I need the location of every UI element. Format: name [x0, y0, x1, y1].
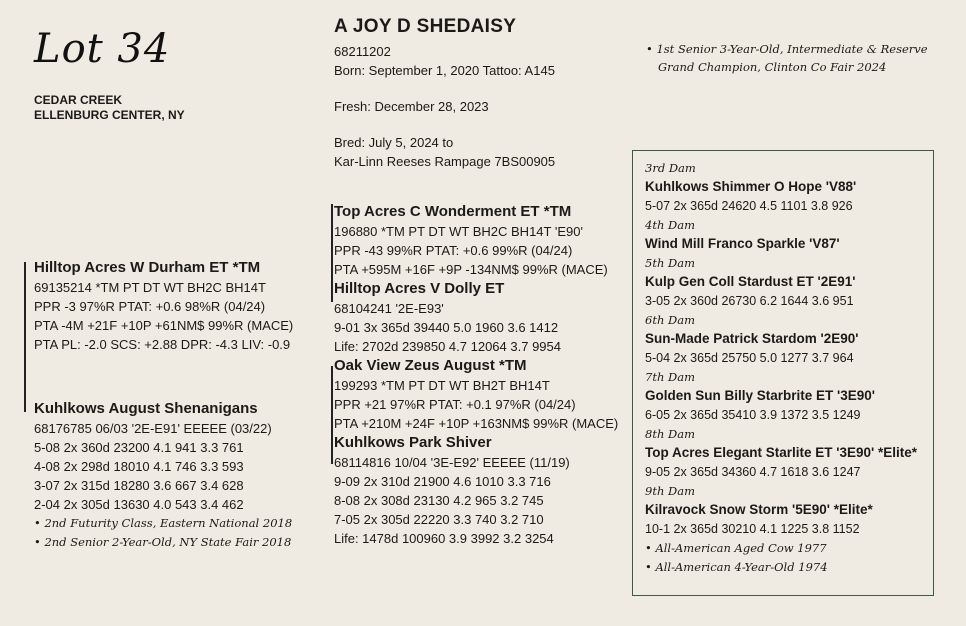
- bred-service-sire: Kar-Linn Reeses Rampage 7BS00905: [334, 154, 556, 169]
- paternal-granddam-name: Hilltop Acres V Dolly ET: [334, 280, 505, 297]
- registration-number: 68211202: [334, 44, 391, 59]
- ancestor-dam-name: Kilravock Snow Storm '5E90' *Elite*: [645, 502, 873, 517]
- cow-family-list: [645, 159, 917, 577]
- animal-honors: [646, 40, 928, 76]
- paternal-grandsire-name: Top Acres C Wonderment ET *TM: [334, 203, 572, 220]
- paternal-grandsire-line: 196880 *TM PT DT WT BH2C BH14T 'E90': [334, 224, 583, 239]
- dam-generation: 4th Dam: [645, 218, 695, 232]
- ancestor-dam-name: Kulp Gen Coll Stardust ET '2E91': [645, 274, 856, 289]
- sire-line: PTA -4M +21F +10P +61NM$ 99%R (MACE): [34, 318, 294, 333]
- dam-generation: 7th Dam: [645, 370, 695, 384]
- paternal-granddam-line: 9-01 3x 365d 39440 5.0 1960 3.6 1412: [334, 320, 559, 335]
- consignor-location: ELLENBURG CENTER, NY: [34, 108, 185, 122]
- ancestor-dam-record: 9-05 2x 365d 34360 4.7 1618 3.6 1247: [645, 465, 861, 479]
- sire-line: PPR -3 97%R PTAT: +0.6 98%R (04/24): [34, 299, 266, 314]
- dam-generation: 8th Dam: [645, 427, 695, 441]
- ancestor-dam-name: Top Acres Elegant Starlite ET '3E90' *Elite*: [645, 445, 918, 460]
- dam-record: 3-07 2x 315d 18280 3.6 667 3.4 628: [34, 478, 244, 493]
- honor-line: Grand Champion, Clinton Co Fair 2024: [658, 60, 887, 74]
- maternal-grandsire-line: PTA +210M +24F +10P +163NM$ 99%R (MACE): [334, 416, 619, 431]
- dam-record: 4-08 2x 298d 18010 4.1 746 3.3 593: [34, 459, 244, 474]
- ancestor-dam-name: Sun-Made Patrick Stardom '2E90': [645, 331, 859, 346]
- grandparents: [334, 202, 618, 548]
- dam-award: • 2nd Senior 2-Year-Old, NY State Fair 2018: [34, 533, 292, 552]
- ancestor-dam-name: Golden Sun Billy Starbrite ET '3E90': [645, 388, 875, 403]
- maternal-granddam-line: Life: 1478d 100960 3.9 3992 3.2 3254: [334, 531, 554, 546]
- ancestor-dam-record: 5-04 2x 365d 25750 5.0 1277 3.7 964: [645, 351, 854, 365]
- maternal-granddam-name: Kuhlkows Park Shiver: [334, 434, 492, 451]
- honor-line: • 1st Senior 3-Year-Old, Intermediate & Reserve: [646, 42, 928, 56]
- maternal-granddam-line: 8-08 2x 308d 23130 4.2 965 3.2 745: [334, 493, 544, 508]
- maternal-grandsire-line: 199293 *TM PT DT WT BH2T BH14T: [334, 378, 550, 393]
- ancestor-dam-record: 10-1 2x 365d 30210 4.1 1225 3.8 1152: [645, 522, 860, 536]
- maternal-grandsire-name: Oak View Zeus August *TM: [334, 357, 527, 374]
- maternal-granddam-line: 9-09 2x 310d 21900 4.6 1010 3.3 716: [334, 474, 551, 489]
- dam-generation: 9th Dam: [645, 484, 695, 498]
- sire-block: [34, 258, 293, 354]
- sire-line: PTA PL: -2.0 SCS: +2.88 DPR: -4.3 LIV: -0.9: [34, 337, 291, 352]
- pedigree-bracket-left: [24, 262, 26, 412]
- dam-generation: 6th Dam: [645, 313, 695, 327]
- ancestor-dam-name: Wind Mill Franco Sparkle 'V87': [645, 236, 840, 251]
- fresh-date: Fresh: December 28, 2023: [334, 99, 489, 114]
- animal-name: A JOY D SHEDAISY: [334, 16, 517, 37]
- sire-name: Hilltop Acres W Durham ET *TM: [34, 259, 261, 276]
- pedigree-bracket-sire: [331, 204, 333, 302]
- animal-info: [334, 42, 555, 171]
- maternal-grandsire-line: PPR +21 97%R PTAT: +0.1 97%R (04/24): [334, 397, 576, 412]
- paternal-granddam-line: Life: 2702d 239850 4.7 12064 3.7 9954: [334, 339, 561, 354]
- maternal-granddam-line: 7-05 2x 305d 22220 3.3 740 3.2 710: [334, 512, 544, 527]
- ancestor-dam-record: 5-07 2x 365d 24620 4.5 1101 3.8 926: [645, 199, 853, 213]
- cow-family-award: • All-American Aged Cow 1977: [645, 539, 917, 558]
- birth-info: Born: September 1, 2020 Tattoo: A145: [334, 63, 555, 78]
- paternal-grandsire-line: PPR -43 99%R PTAT: +0.6 99%R (04/24): [334, 243, 573, 258]
- consignor-farm: CEDAR CREEK: [34, 93, 123, 107]
- dam-line: 68176785 06/03 '2E-E91' EEEEE (03/22): [34, 421, 272, 436]
- ancestor-dam-record: 3-05 2x 360d 26730 6.2 1644 3.6 951: [645, 294, 854, 308]
- paternal-granddam-line: 68104241 '2E-E93': [334, 301, 444, 316]
- dam-block: [34, 399, 292, 552]
- maternal-granddam-line: 68114816 10/04 '3E-E92' EEEEE (11/19): [334, 455, 570, 470]
- dam-name: Kuhlkows August Shenanigans: [34, 400, 258, 417]
- dam-award: • 2nd Futurity Class, Eastern National 2018: [34, 514, 292, 533]
- dam-generation: 3rd Dam: [645, 161, 696, 175]
- paternal-grandsire-line: PTA +595M +16F +9P -134NM$ 99%R (MACE): [334, 262, 608, 277]
- cow-family-award: • All-American 4-Year-Old 1974: [645, 558, 917, 577]
- dam-record: 2-04 2x 305d 13630 4.0 543 3.4 462: [34, 497, 244, 512]
- ancestor-dam-name: Kuhlkows Shimmer O Hope 'V88': [645, 179, 857, 194]
- sire-line: 69135214 *TM PT DT WT BH2C BH14T: [34, 280, 266, 295]
- lot-number: Lot 34: [34, 26, 171, 72]
- dam-record: 5-08 2x 360d 23200 4.1 941 3.3 761: [34, 440, 244, 455]
- consignor: [34, 93, 185, 123]
- dam-generation: 5th Dam: [645, 256, 695, 270]
- bred-date: Bred: July 5, 2024 to: [334, 135, 454, 150]
- ancestor-dam-record: 6-05 2x 365d 35410 3.9 1372 3.5 1249: [645, 408, 861, 422]
- pedigree-bracket-dam: [331, 366, 333, 464]
